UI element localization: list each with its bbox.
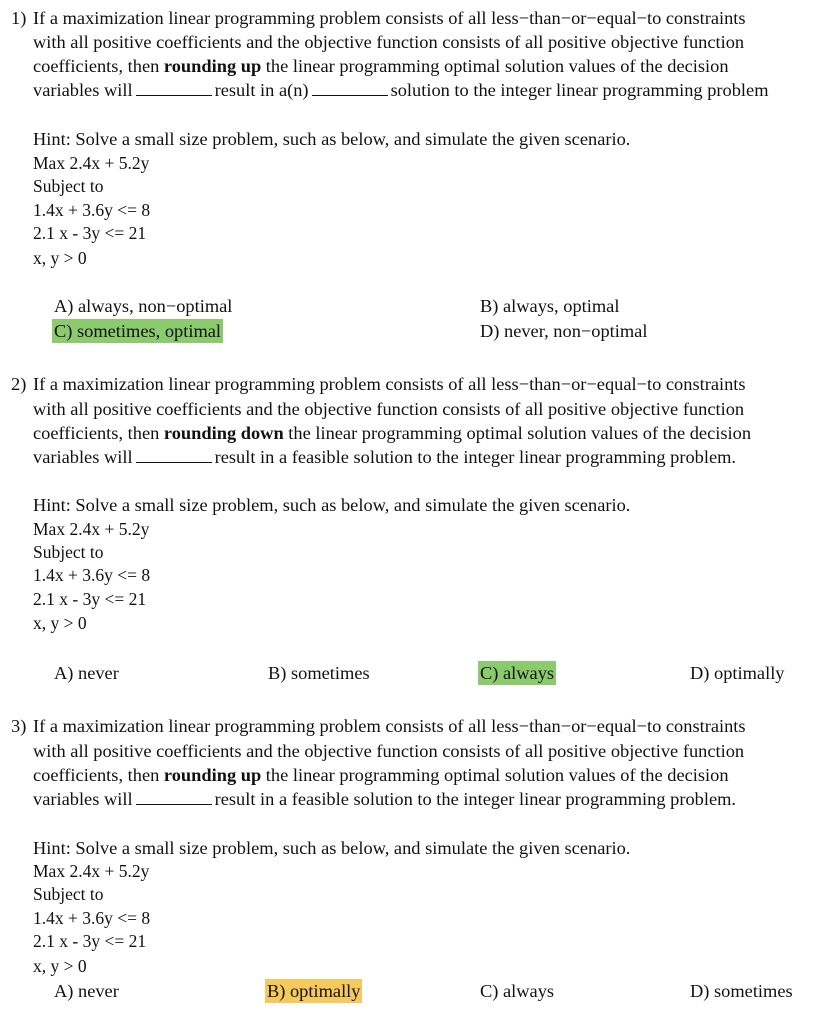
question-stem-line: variables will result in a(n) solution to the integer linear programming problem: [33, 80, 769, 100]
lp-line: Max 2.4x + 5.2y: [33, 153, 150, 173]
lp-line: x, y > 0: [33, 248, 87, 268]
emphasis-text: rounding up: [163, 56, 262, 76]
option-c[interactable]: C) always: [480, 981, 555, 1001]
option-b[interactable]: B) always, optimal: [480, 296, 620, 316]
option-d[interactable]: D) never, non−optimal: [480, 321, 648, 341]
lp-line: 1.4x + 3.6y <= 8: [33, 908, 151, 928]
option-b[interactable]: B) sometimes: [268, 663, 370, 683]
lp-line: 1.4x + 3.6y <= 8: [33, 200, 151, 220]
lp-line: Subject to: [33, 542, 104, 562]
question-stem-line: coefficients, then rounding up the linear programming optimal solution values of the decision: [33, 765, 729, 785]
hint-text: Hint: Solve a small size problem, such as below, and simulate the given scenario.: [33, 129, 631, 149]
emphasis-text: rounding down: [163, 423, 284, 443]
answer-blank: [312, 80, 388, 96]
question-stem-line: variables will result in a feasible solution to the integer linear programming problem.: [33, 789, 737, 809]
option-a[interactable]: A) never: [54, 981, 119, 1001]
hint-text: Hint: Solve a small size problem, such as below, and simulate the given scenario.: [33, 838, 631, 858]
lp-line: Subject to: [33, 884, 104, 904]
answer-blank: [136, 789, 212, 805]
option-b-highlighted[interactable]: B) optimally: [267, 981, 361, 1001]
answer-blank: [136, 447, 212, 463]
lp-line: Subject to: [33, 176, 104, 196]
lp-line: Max 2.4x + 5.2y: [33, 519, 150, 539]
option-c-highlighted[interactable]: C) always: [480, 663, 555, 683]
lp-line: 2.1 x - 3y <= 21: [33, 931, 147, 951]
question-stem-line: coefficients, then rounding up the linear programming optimal solution values of the decision: [33, 56, 729, 76]
question-stem-line: variables will result in a feasible solution to the integer linear programming problem.: [33, 447, 737, 467]
question-number: 3): [11, 716, 27, 736]
option-d[interactable]: D) optimally: [690, 663, 785, 683]
lp-line: 2.1 x - 3y <= 21: [33, 223, 147, 243]
lp-line: x, y > 0: [33, 956, 87, 976]
question-stem-line: If a maximization linear programming problem consists of all less−than−or−equal−to constraints: [33, 716, 746, 736]
hint-text: Hint: Solve a small size problem, such as below, and simulate the given scenario.: [33, 495, 631, 515]
question-number: 2): [11, 374, 27, 394]
question-number: 1): [11, 8, 27, 28]
question-stem-line: with all positive coefficients and the objective function consists of all positive objective function: [33, 741, 745, 761]
question-stem-line: with all positive coefficients and the objective function consists of all positive objective function: [33, 399, 745, 419]
question-stem-line: If a maximization linear programming problem consists of all less−than−or−equal−to constraints: [33, 8, 746, 28]
lp-line: 2.1 x - 3y <= 21: [33, 589, 147, 609]
option-a[interactable]: A) never: [54, 663, 119, 683]
option-c-highlighted[interactable]: C) sometimes, optimal: [54, 321, 222, 341]
question-stem-line: with all positive coefficients and the objective function consists of all positive objective function: [33, 32, 745, 52]
question-stem-line: coefficients, then rounding down the linear programming optimal solution values of the decision: [33, 423, 752, 443]
question-stem-line: If a maximization linear programming problem consists of all less−than−or−equal−to constraints: [33, 374, 746, 394]
lp-line: x, y > 0: [33, 613, 87, 633]
option-a[interactable]: A) always, non−optimal: [54, 296, 233, 316]
emphasis-text: rounding up: [163, 765, 262, 785]
answer-blank: [136, 80, 212, 96]
lp-line: Max 2.4x + 5.2y: [33, 861, 150, 881]
option-d[interactable]: D) sometimes: [690, 981, 793, 1001]
lp-line: 1.4x + 3.6y <= 8: [33, 565, 151, 585]
